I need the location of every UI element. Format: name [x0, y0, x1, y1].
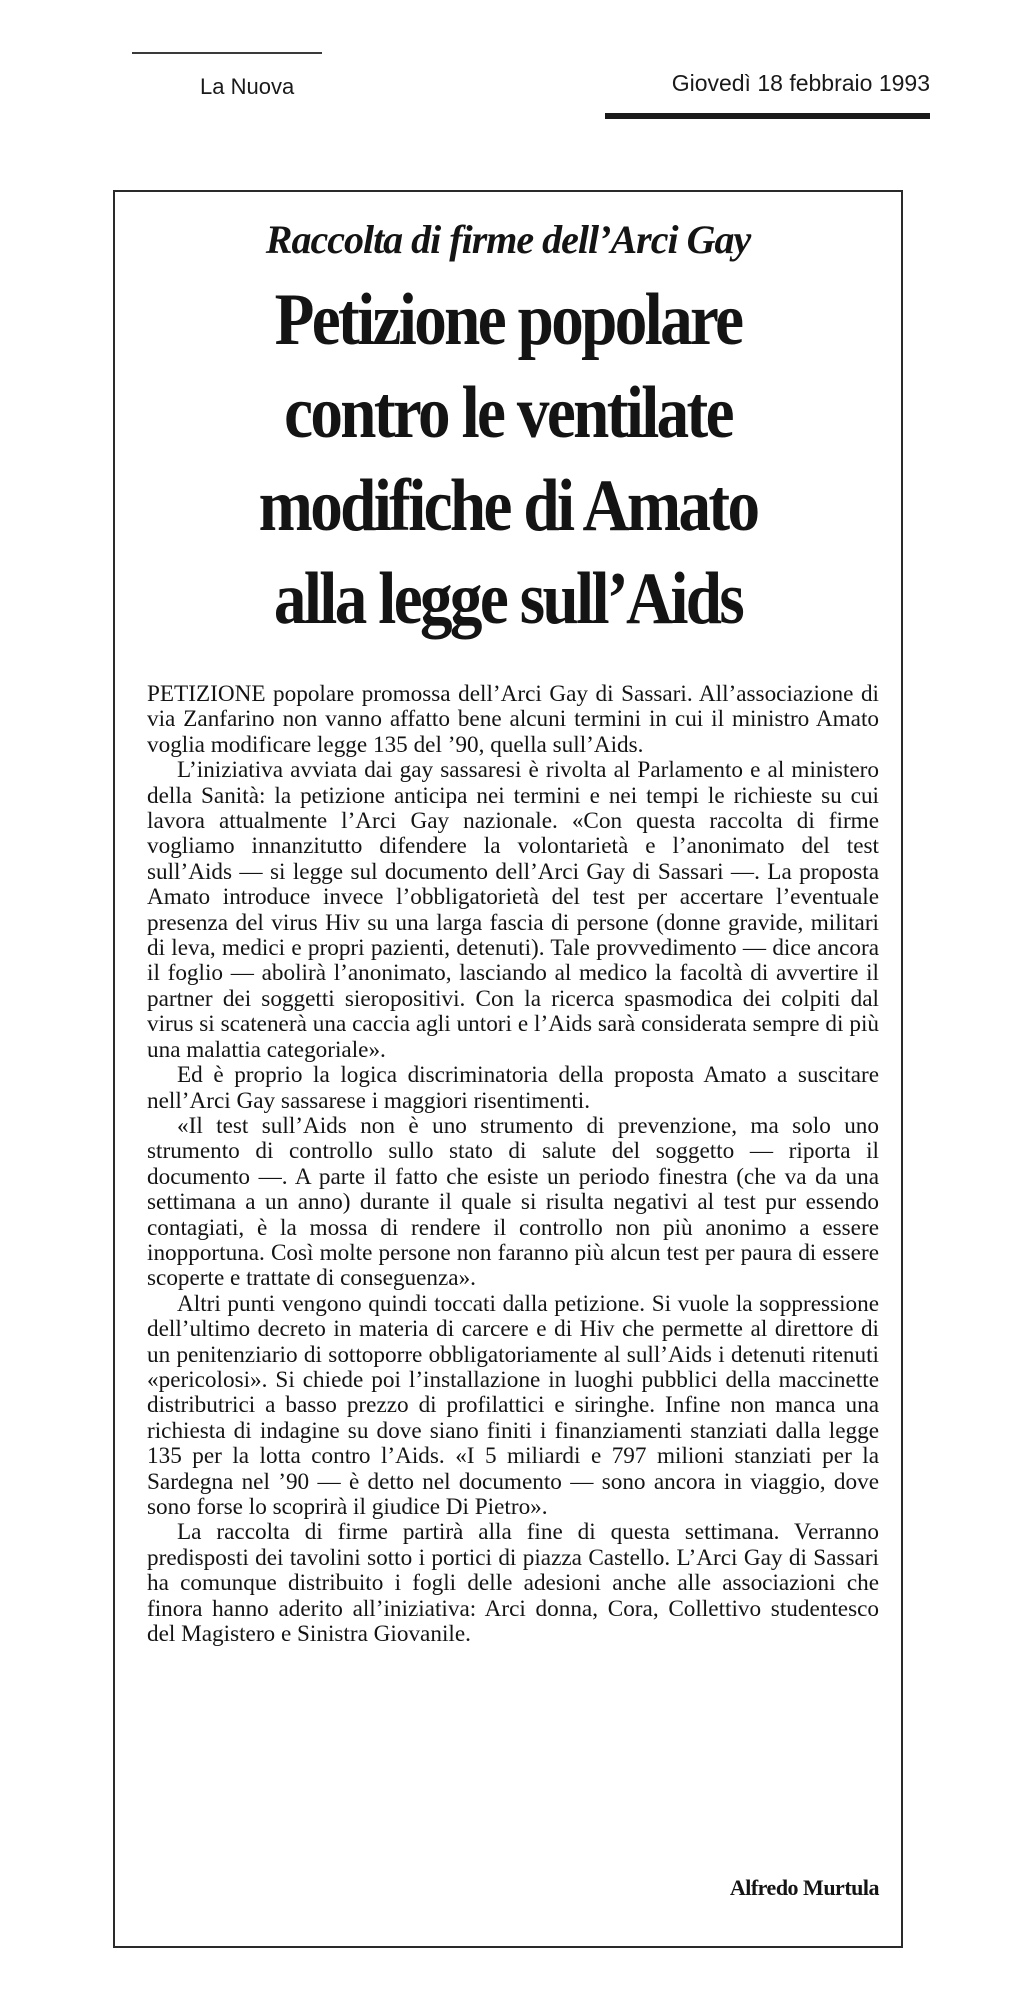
headline-line: alla legge sull’Aids: [273, 558, 743, 640]
article-kicker: Raccolta di firme dell’Arci Gay: [265, 217, 751, 262]
article-frame: [113, 190, 903, 1948]
masthead-rule-right: [605, 113, 930, 119]
article-body: [147, 682, 879, 1647]
article-headline: [162, 274, 854, 646]
publication-date: Giovedì 18 febbraio 1993: [671, 70, 930, 96]
article-paragraph: L’iniziativa avviata dai gay sassaresi è rivolta al Parlamento e al ministero della Sanità: la petizione anticipa nei termini e nei tempi le richieste su cui lavora attualmente l’Arci Gay nazionale. «Con questa raccolta di firme vogliamo innanzitutto difendere la volontarietà e l’anonimato del test sull’Aids — si legge sul documento dell’Arci Gay di Sassari —. La proposta Amato introduce invece l’obbligatorietà del test per accertare l’eventuale presenza del virus Hiv su una larga fascia di persone (donne gravide, militari di leva, medici e propri pazienti, detenuti). Tale provvedimento — dice ancora il foglio — abolirà l’anonimato, lasciando al medico la facoltà di avvertire il partner dei soggetti sieropositivi. Con la ricerca spasmodica dei colpiti dal virus si scatenerà una caccia agli untori e l’Aids sarà considerata sempre di più una malattia categoriale».: [147, 757, 879, 1063]
headline-line: modifiche di Amato: [258, 465, 758, 547]
masthead-rule-left: [132, 52, 322, 54]
article-paragraph: «Il test sull’Aids non è uno strumento di prevenzione, ma solo uno strumento di controllo sullo stato di salute del soggetto — riporta il documento —. A parte il fatto che esiste un periodo finestra (che va da una settimana a un anno) durante il quale si risulta negativi al test pur essendo contagiati, è la mossa di rendere il controllo non più anonimo a essere inopportuna. Così molte persone non faranno più alcun test per paura di essere scoperte e trattate di conseguenza».: [147, 1112, 879, 1292]
headline-line: contro le ventilate: [284, 372, 732, 454]
newspaper-name: La Nuova: [200, 74, 295, 99]
article-paragraph: PETIZIONE popolare promossa dell’Arci Gay di Sassari. All’associazione di via Zanfarino non vanno affatto bene alcuni termini in cui il ministro Amato voglia modificare legge 135 del ’90, quella sull’Aids.: [147, 681, 879, 758]
article-byline: Alfredo Murtula: [729, 1875, 879, 1900]
article-paragraph: La raccolta di firme partirà alla fine di questa settimana. Verranno predisposti dei tavolini sotto i portici di piazza Castello. L’Arci Gay di Sassari ha comunque distribuito i fogli delle adesioni anche alle associazioni che finora hanno aderito all’iniziativa: Arci donna, Cora, Collettivo studentesco del Magistero e Sinistra Giovanile.: [147, 1519, 879, 1648]
article-paragraph: Altri punti vengono quindi toccati dalla petizione. Si vuole la soppressione dell’ultimo decreto in materia di carcere e di Hiv che permette al direttore di un penitenziario di sottoporre obbligatoriamente al sull’Aids i detenuti ritenuti «pericolosi». Si chiede poi l’installazione in luoghi pubblici della maccinette distributrici a basso prezzo di profilattici e siringhe. Infine non manca una richiesta di indagine su dove siano finiti i finanziamenti stanziati dalla legge 135 per la lotta contro l’Aids. «I 5 miliardi e 797 milioni stanziati per la Sardegna nel ’90 — è detto nel documento — sono ancora in viaggio, dove sono forse lo scoprirà il giudice Di Pietro».: [147, 1290, 879, 1520]
headline-line: Petizione popolare: [274, 279, 742, 361]
article-paragraph: Ed è proprio la logica discriminatoria della proposta Amato a suscitare nell’Arci Gay sassarese i maggiori risentimenti.: [147, 1062, 879, 1114]
